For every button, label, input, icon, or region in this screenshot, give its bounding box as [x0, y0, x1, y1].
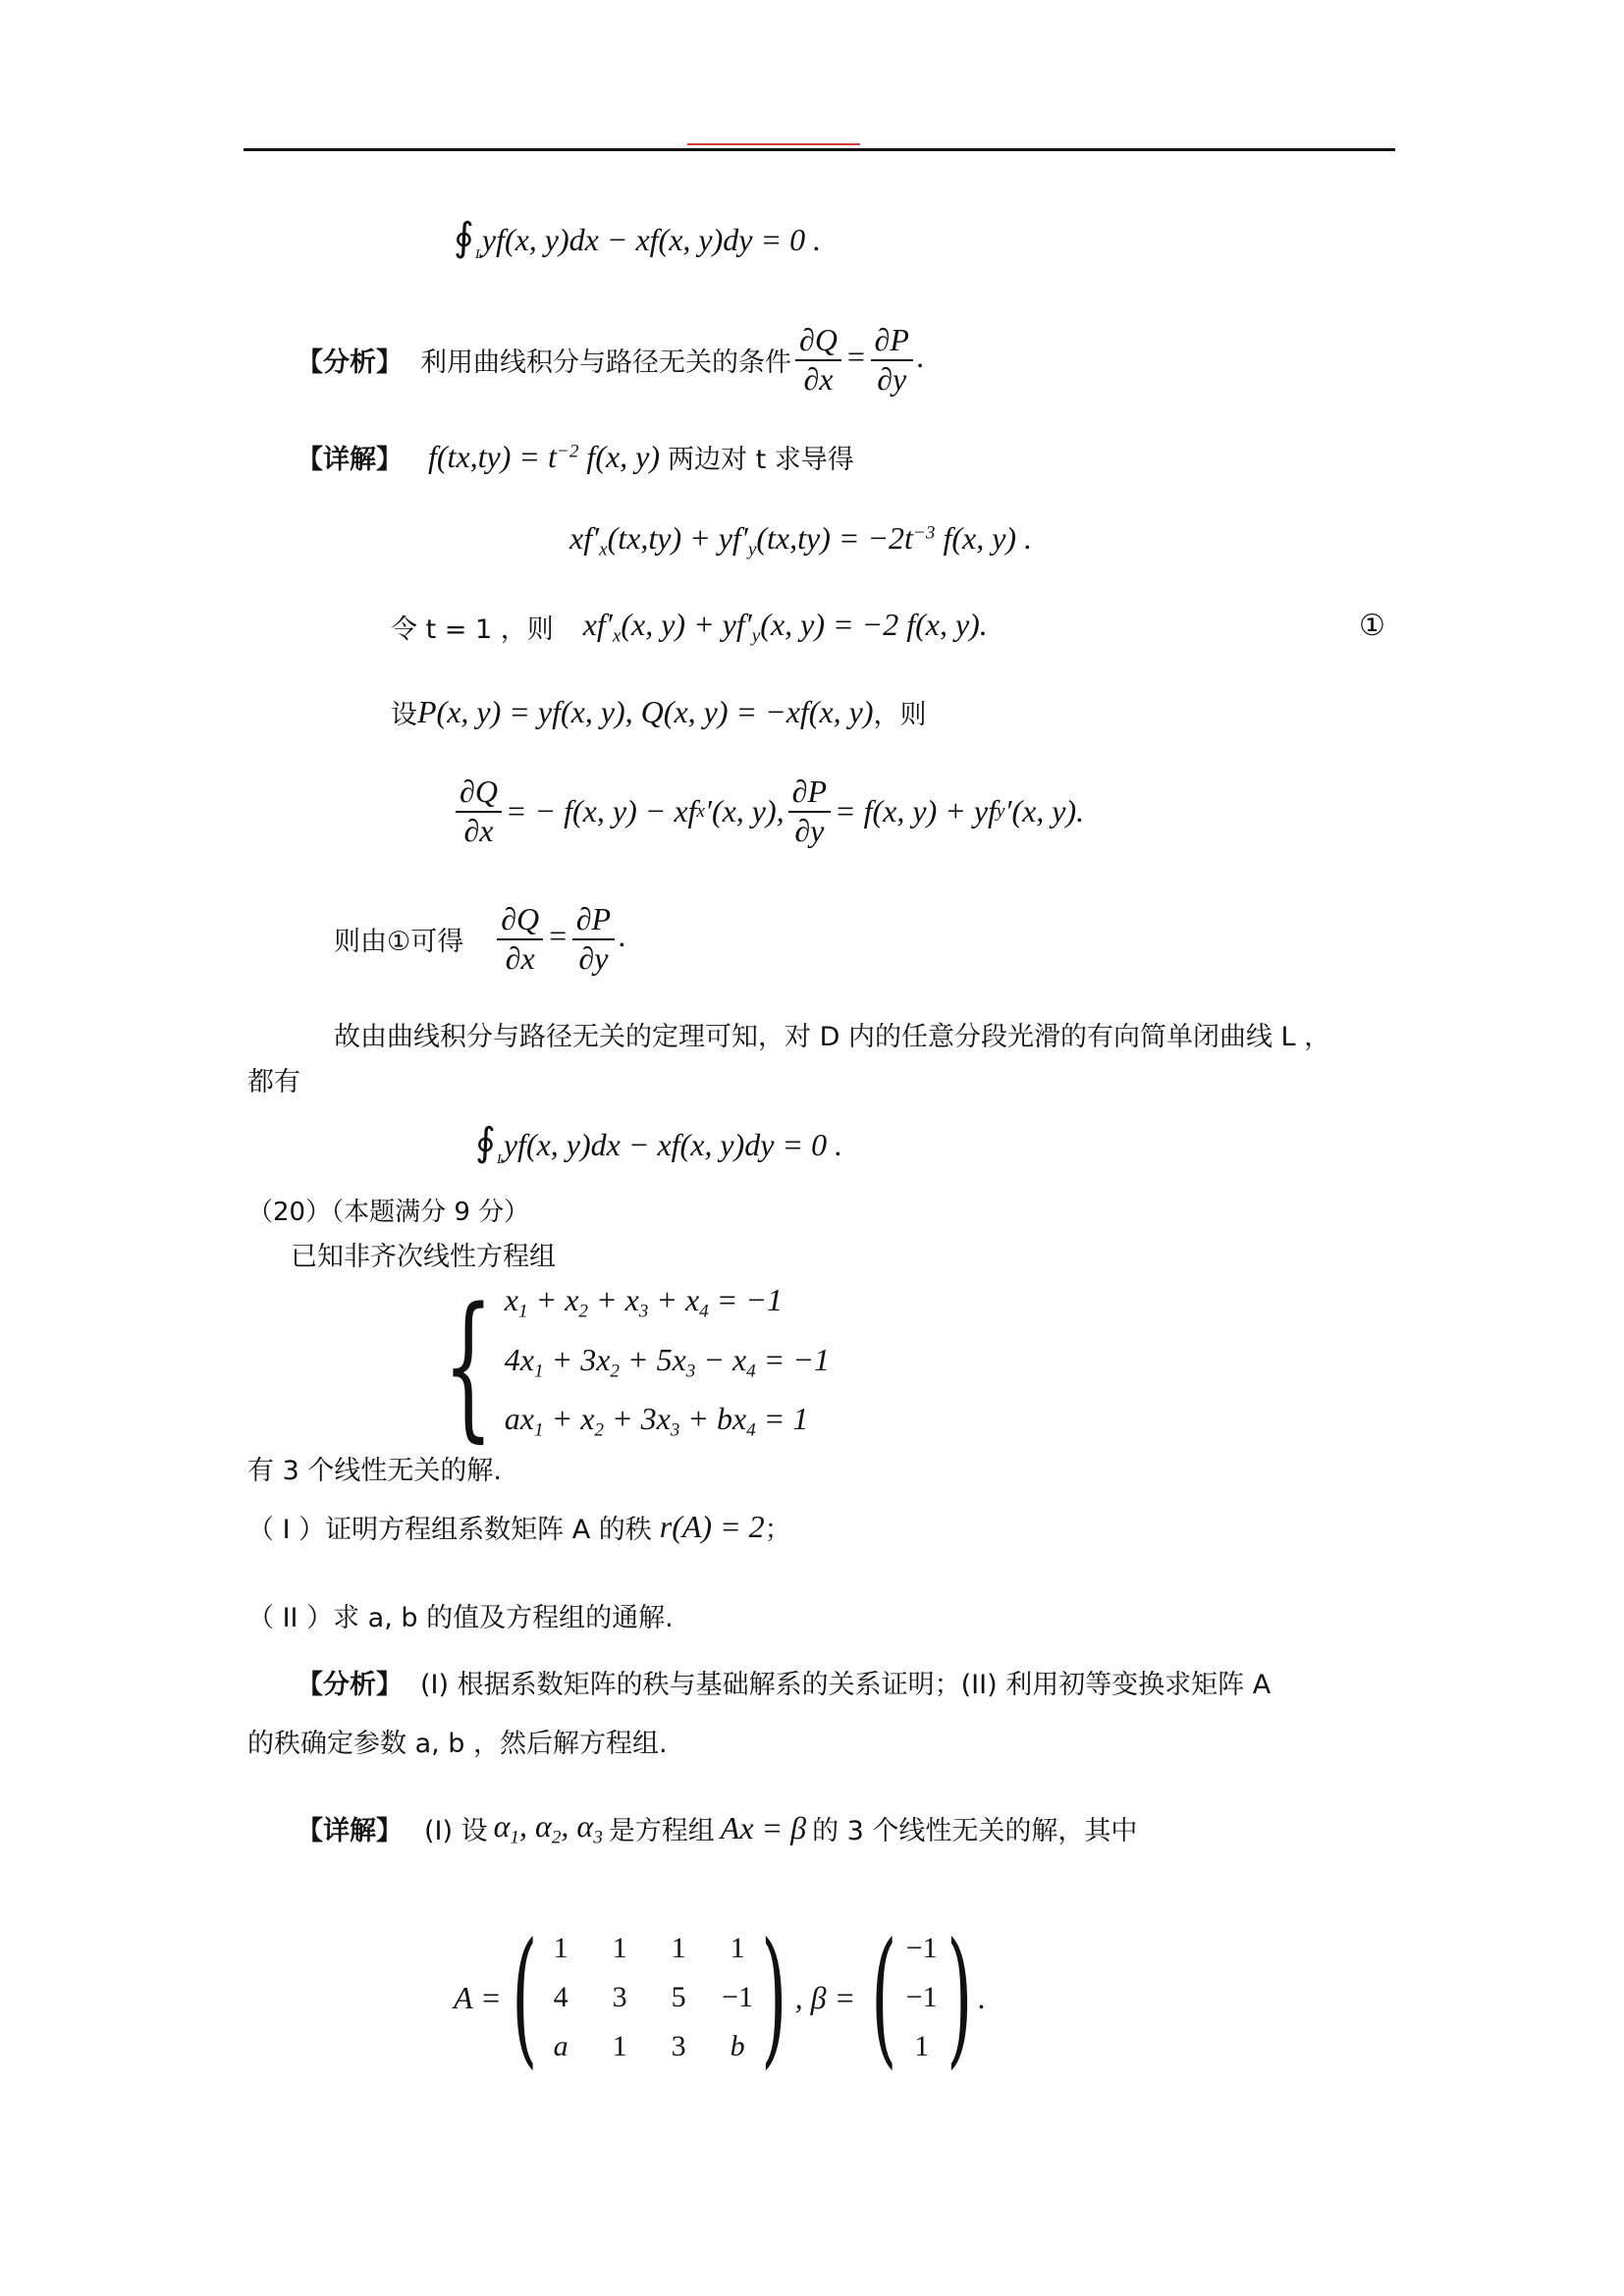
set-text: 设: [391, 700, 417, 730]
let-t-text: 令 t = 1 ，则: [391, 614, 554, 646]
analysis-2: [297, 1663, 1271, 1701]
matrix-a-cell: 1: [612, 1932, 627, 1964]
system-equations: [505, 1276, 830, 1455]
euler-eq: $xf'_x(x$, $y) + yf'_y(x$, y) = −2 f(x, y).: [582, 607, 988, 647]
detail-text: (I) 设: [424, 1816, 488, 1847]
analysis-text: (I) 根据系数矩阵的秩与基础解系的关系证明；(II) 利用初等变换求矩阵 A: [420, 1670, 1272, 1700]
left-brace: {: [443, 1273, 494, 1458]
detail-1: [297, 438, 854, 476]
right-paren: ): [761, 1912, 787, 2083]
detail-text-b: 是方程组: [608, 1816, 715, 1847]
set-pq-line: [391, 693, 927, 731]
matrix-definition: A = ( 1 1 1 1 4 3 5 −1 a 1 3 b ) , β = ( −1 −1 1 ) .: [454, 1912, 987, 2083]
vector-beta-cell: 1: [914, 2030, 930, 2062]
integral-expression: yf(x, y)dx − xf(x, y)dy = 0 .: [503, 1127, 843, 1162]
part-1-text: （ I ）证明方程组系数矩阵 A 的秩: [247, 1515, 652, 1545]
beta-label: , β =: [794, 1979, 856, 2015]
integral-equation-top: [454, 214, 821, 260]
matrix-a-cell: 1: [730, 1932, 745, 1964]
problem-intro: 已知非齐次线性方程组: [291, 1242, 556, 1272]
conclusion-text: 故由曲线积分与路径无关的定理可知，对 D 内的任意分段光滑的有向简单闭曲线 L ，: [334, 1022, 1331, 1052]
system-eq-3: $ax_1 + x_2 + 3x_3 + bx_4 = 1$: [504, 1401, 809, 1442]
matrix-a-cell: 5: [671, 1981, 686, 2013]
matrix-a-cell: −1: [722, 1981, 754, 2013]
detail-label: 【详解】: [297, 1816, 403, 1847]
analysis-text-2: 的秩确定参数 a, b ，然后解方程组.: [247, 1729, 668, 1759]
integral-expression: yf(x, y)dx − xf(x, y)dy = 0 .: [481, 222, 822, 257]
vector-beta-cell: −1: [905, 1981, 938, 2013]
pq-definition: P(x, y) = yf(x, y), Q(x, y) = −xf(x, y): [417, 694, 874, 729]
system-eq-2: $4x_1 + 3x_2 + 5x_3 - x_4 = -1$: [504, 1341, 830, 1382]
analysis-label: 【分析】: [297, 347, 403, 379]
by-one-line: [334, 903, 626, 975]
left-paren: (: [871, 1912, 897, 2083]
matrix-a-cell: 3: [671, 2030, 686, 2062]
matrix-a-cell: 1: [671, 1932, 686, 1964]
part-1: （ I ）证明方程组系数矩阵 A 的秩 r(A) = 2 ；: [247, 1509, 791, 1545]
matrix-a-cell: b: [730, 2030, 745, 2062]
detail-text-c: 的 3 个线性无关的解，其中: [812, 1816, 1138, 1847]
analysis-label: 【分析】: [297, 1670, 403, 1700]
closed-integral-symbol: ∮ L: [475, 1120, 505, 1167]
detail-label: 【详解】: [297, 445, 403, 475]
matrix-a-cell: 1: [553, 1932, 568, 1964]
matrix-a-label: A =: [454, 1979, 502, 2015]
then-text: ，则: [873, 700, 927, 730]
problem-20-heading: （20）（本题满分 9 分）: [247, 1198, 530, 1227]
detail-2: [297, 1808, 1137, 1849]
left-paren: (: [511, 1912, 537, 2083]
matrix-a-cell: 1: [612, 2030, 627, 2062]
partials-eq: $\frac{\partial Q}{\partial x}$ = − f(x, y) − xf x ′(x, y), $\frac{\partial P}{\partial y}$ = f(x, y) + yf y ′(x, y).: [452, 775, 1084, 847]
let-t-line: [391, 607, 988, 648]
ax-beta: Ax = β: [720, 1810, 807, 1846]
matrix-a-cell: a: [553, 2030, 568, 2062]
detail-text: 两边对 t 求导得: [668, 445, 854, 475]
matrix-a-cell: 3: [612, 1981, 627, 2013]
derivative-eq: $xf'_x(tx,ty) + yf'_y(tx,ty) = -2t^{-3}$ f(x, y) .: [569, 520, 1033, 561]
closed-integral-symbol: ∮ L: [454, 215, 483, 262]
system-eq-1: $x_1 + x_2 + x_3 + x_4 = -1$: [504, 1282, 783, 1322]
matrix-a: [531, 1932, 767, 2063]
analysis-text: 利用曲线积分与路径无关的条件: [420, 347, 791, 379]
part-2-text: （ II ）求 a, b 的值及方程组的通解.: [247, 1603, 674, 1633]
homogeneity-eq: $f(tx,ty) = t^{-2}$ f(x, y): [428, 439, 661, 474]
rank-eq: r(A) = 2: [659, 1509, 765, 1544]
header-rule: [244, 148, 1395, 151]
equation-number-one: ①: [1359, 609, 1385, 643]
linear-system: [418, 1273, 830, 1458]
alpha-list: $\alpha_1$, $\alpha_2$, $\alpha_3$: [493, 1808, 603, 1848]
analysis-1: [297, 324, 925, 396]
header-accent-line: [687, 143, 860, 145]
has-three-solutions: 有 3 个线性无关的解.: [247, 1456, 502, 1486]
partial-condition: $\frac{\partial Q}{\partial x}$ = $\frac{\partial P}{\partial y}$ .: [791, 324, 925, 396]
matrix-a-cell: 4: [553, 1981, 568, 2013]
vector-beta-cell: −1: [905, 1932, 938, 1964]
by-one-text: 则由①可得: [334, 927, 464, 958]
integral-equation-bottom: [475, 1119, 842, 1165]
right-paren: ): [946, 1912, 973, 2083]
conclusion-text-2: 都有: [247, 1067, 300, 1097]
partial-equal: $\frac{\partial Q}{\partial x}$ = $\frac{\partial P}{\partial y}$ .: [493, 903, 626, 975]
